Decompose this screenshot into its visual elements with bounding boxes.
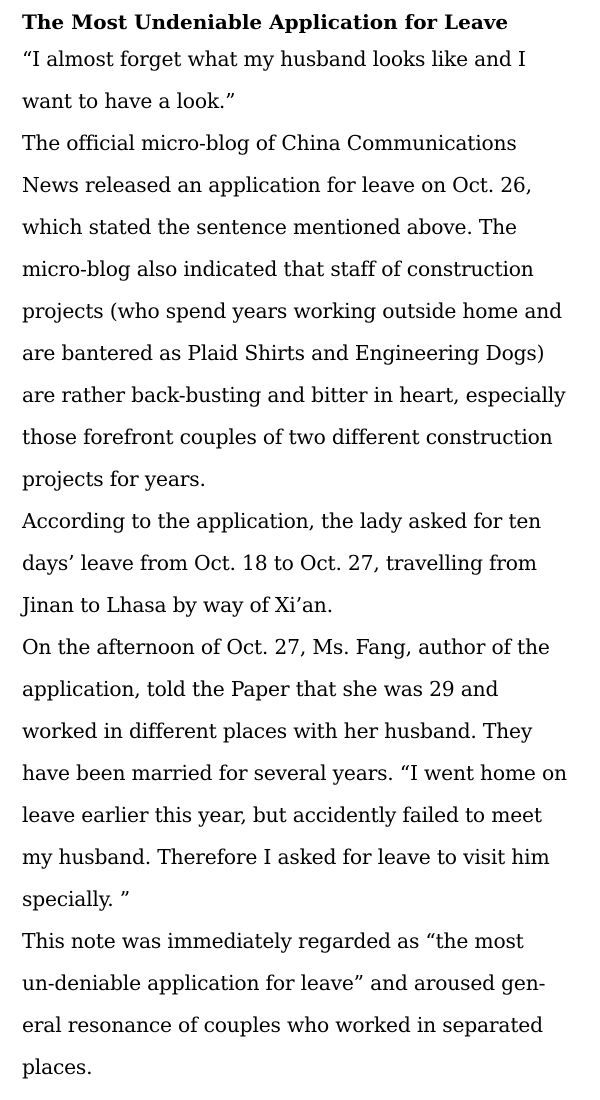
paragraph-conclusion [22, 920, 592, 1088]
text-line: days’ leave from Oct. 18 to Oct. 27, travelling from [22, 551, 537, 575]
text-line: micro-blog also indicated that staff of construction [22, 257, 534, 281]
text-line: projects (who spend years working outside home and [22, 299, 562, 323]
text-line: On the afternoon of Oct. 27, Ms. Fang, author of the [22, 635, 550, 659]
article [22, 6, 592, 1088]
text-line: worked in different places with her husband. They [22, 719, 533, 743]
text-line: projects for years. [22, 467, 206, 491]
text-line: have been married for several years. “I went home on [22, 761, 567, 785]
paragraph-microblog [22, 122, 592, 500]
text-line: are rather back-busting and bitter in heart, especially [22, 383, 566, 407]
text-line: eral resonance of couples who worked in separated [22, 1013, 543, 1037]
text-line: those forefront couples of two different construction [22, 425, 553, 449]
paragraph-interview [22, 626, 592, 920]
text-line: my husband. Therefore I asked for leave to visit him [22, 845, 550, 869]
text-line: un-deniable application for leave” and aroused gen- [22, 971, 546, 995]
article-title: The Most Undeniable Application for Leave [22, 10, 509, 34]
text-line: which stated the sentence mentioned above. The [22, 215, 517, 239]
text-line: application, told the Paper that she was 29 and [22, 677, 499, 701]
text-line: specially. ” [22, 887, 130, 911]
text-line: “I almost forget what my husband looks like and I [22, 47, 526, 71]
text-line: Jinan to Lhasa by way of Xi’an. [22, 593, 333, 617]
text-line: leave earlier this year, but accidently failed to meet [22, 803, 542, 827]
text-line: The official micro-blog of China Communications [22, 131, 517, 155]
paragraph-quote [22, 38, 592, 122]
text-line: According to the application, the lady asked for ten [22, 509, 542, 533]
text-line: want to have a look.” [22, 89, 236, 113]
paragraph-application-details [22, 500, 592, 626]
text-line: News released an application for leave on Oct. 26, [22, 173, 532, 197]
text-line: are bantered as Plaid Shirts and Engineering Dogs) [22, 341, 545, 365]
text-line: places. [22, 1055, 93, 1079]
text-line: This note was immediately regarded as “the most [22, 929, 524, 953]
